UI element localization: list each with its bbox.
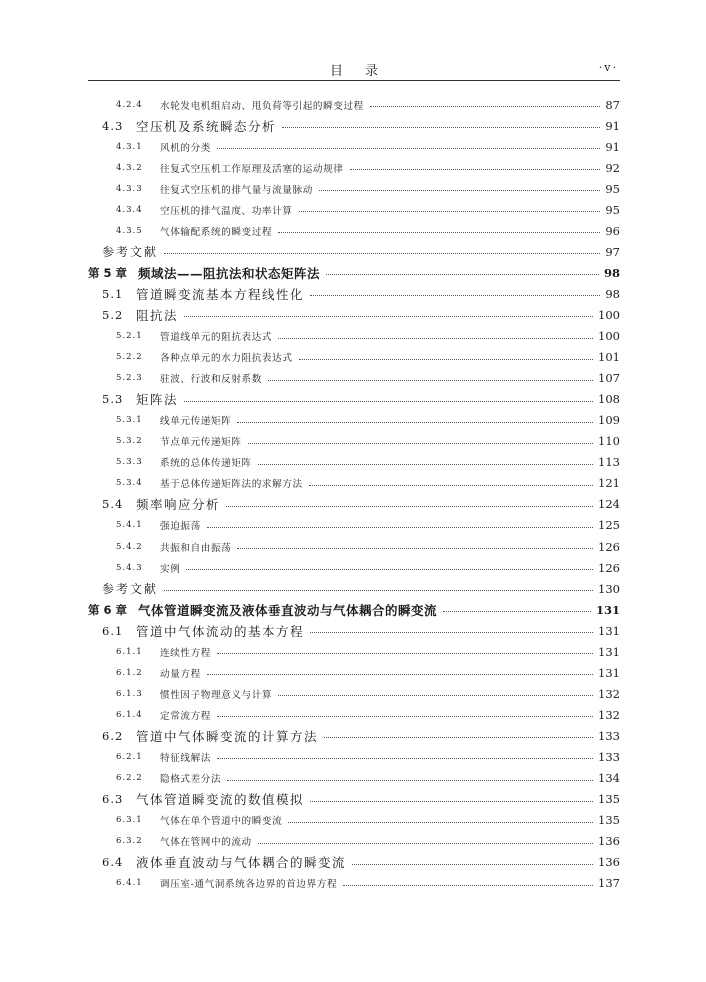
toc-entry-ref[interactable] [88,241,620,262]
toc-entry-title: 参考文献 [102,245,159,260]
toc-entry-title: 频率响应分析 [136,497,221,513]
toc-entry-number: 5.4 [102,497,124,512]
toc-entry-title: 空压机的排气温度、功率计算 [160,205,293,217]
page-header [88,56,620,81]
toc-entry-page: 133 [598,749,620,764]
toc-leader-dots [309,485,593,486]
toc-leader-dots [343,885,593,886]
toc-entry-page: 126 [598,539,620,554]
toc-entry-number: 4.3.5 [116,225,143,236]
toc-entry-number: 6.4 [102,855,124,870]
toc-entry-sub[interactable] [88,452,620,473]
toc-leader-dots [207,527,593,528]
toc-leader-dots [237,548,593,549]
toc-leader-dots [310,632,593,633]
toc-entry-sub[interactable] [88,641,620,662]
toc-entry-title: 气体在管网中的流动 [160,837,252,849]
toc-entry-title: 矩阵法 [136,392,179,408]
toc-entry-chapter[interactable] [88,599,620,620]
toc-entry-page: 101 [598,350,620,365]
toc-entry-number: 6.2 [102,728,124,743]
toc-entry-sub[interactable] [88,810,620,831]
toc-entry-title: 气体管道瞬变流及液体垂直波动与气体耦合的瞬变流 [138,602,438,618]
toc-entry-title: 动量方程 [160,668,201,680]
toc-entry-number: 5.3.1 [116,415,143,426]
toc-leader-dots [227,780,593,781]
toc-entry-title: 调压室-通气洞系统各边界的首边界方程 [160,879,338,891]
toc-entry-title: 管道中气体瞬变流的计算方法 [136,728,319,744]
toc-leader-dots [310,801,593,802]
toc-leader-dots [350,169,601,170]
header-page-marker: ·v· [598,61,618,74]
toc-entry-page: 108 [598,392,620,407]
toc-entry-title: 气体输配系统的瞬变过程 [160,226,273,238]
toc-entry-title: 气体管道瞬变流的数值模拟 [136,792,305,808]
toc-entry-number: 5.3.2 [116,436,143,447]
toc-entry-page: 110 [598,434,620,449]
toc-leader-dots [186,569,593,570]
toc-entry-number: 第 6 章 [88,602,128,617]
toc-entry-sub[interactable] [88,873,620,894]
toc-entry-page: 113 [598,455,620,470]
toc-entry-page: 95 [605,181,620,196]
toc-entry-section[interactable] [88,852,620,873]
toc-entry-number: 5.4.3 [116,562,143,573]
toc-entry-sub[interactable] [88,178,620,199]
toc-entry-sub[interactable] [88,410,620,431]
toc-entry-sub[interactable] [88,136,620,157]
toc-leader-dots [184,401,593,402]
toc-leader-dots [299,211,601,212]
toc-entry-ref[interactable] [88,578,620,599]
toc-entry-section[interactable] [88,115,620,136]
toc-entry-number: 5.3 [102,392,124,407]
table-of-contents [88,94,620,894]
toc-entry-number: 5.4.1 [116,520,143,531]
toc-entry-number: 6.1.4 [116,709,143,720]
toc-entry-title: 系统的总体传递矩阵 [160,458,252,470]
toc-entry-number: 6.1.3 [116,688,143,699]
toc-leader-dots [319,190,600,191]
toc-entry-section[interactable] [88,789,620,810]
toc-entry-page: 131 [598,623,620,638]
toc-leader-dots [299,359,594,360]
toc-leader-dots [217,716,593,717]
toc-entry-number: 6.4.1 [116,878,143,889]
toc-entry-page: 92 [605,160,620,175]
toc-entry-number: 4.3.1 [116,141,143,152]
toc-entry-title: 特征线解法 [160,752,211,764]
toc-entry-page: 91 [605,139,620,154]
toc-leader-dots [217,758,593,759]
toc-entry-page: 130 [598,581,620,596]
toc-entry-number: 6.3.1 [116,815,143,826]
toc-entry-page: 125 [598,518,620,533]
toc-entry-page: 124 [598,497,620,512]
toc-entry-sub[interactable] [88,662,620,683]
toc-entry-number: 5.1 [102,286,124,301]
toc-entry-number: 6.3 [102,792,124,807]
toc-entry-sub[interactable] [88,326,620,347]
toc-leader-dots [278,695,593,696]
toc-leader-dots [288,822,593,823]
toc-entry-page: 107 [598,371,620,386]
toc-entry-page: 87 [605,97,620,112]
toc-leader-dots [282,127,600,128]
toc-leader-dots [217,653,593,654]
toc-entry-section[interactable] [88,283,620,304]
toc-entry-sub[interactable] [88,557,620,578]
toc-entry-number: 4.3 [102,118,124,133]
toc-entry-number: 6.3.2 [116,836,143,847]
toc-entry-sub[interactable] [88,683,620,704]
toc-entry-page: 109 [598,413,620,428]
toc-entry-page: 126 [598,560,620,575]
toc-leader-dots [248,443,593,444]
toc-entry-section[interactable] [88,620,620,641]
toc-leader-dots [258,464,593,465]
toc-entry-title: 空压机及系统瞬态分析 [136,118,277,134]
toc-entry-page: 100 [598,329,620,344]
toc-entry-page: 133 [598,728,620,743]
toc-entry-number: 4.3.4 [116,204,143,215]
toc-entry-number: 6.1.2 [116,667,143,678]
header-title: 目录 [329,64,400,79]
toc-leader-dots [184,316,593,317]
toc-leader-dots [207,674,593,675]
toc-entry-sub[interactable] [88,768,620,789]
toc-entry-title: 管道线单元的阻抗表达式 [160,332,273,344]
toc-leader-dots [278,338,593,339]
toc-leader-dots [164,253,600,254]
toc-entry-page: 91 [605,118,620,133]
toc-entry-page: 131 [598,665,620,680]
toc-entry-page: 136 [598,855,620,870]
toc-entry-page: 134 [598,771,620,786]
toc-entry-number: 第 5 章 [88,265,128,280]
toc-entry-sub[interactable] [88,431,620,452]
toc-entry-title: 连续性方程 [160,647,211,659]
toc-entry-number: 5.2.3 [116,373,143,384]
toc-leader-dots [258,843,593,844]
toc-entry-title: 各种点单元的水力阻抗表达式 [160,353,293,365]
toc-entry-sub[interactable] [88,347,620,368]
toc-entry-title: 隐格式差分法 [160,774,222,786]
toc-entry-number: 6.1 [102,623,124,638]
toc-entry-number: 5.2 [102,307,124,322]
toc-entry-number: 4.3.3 [116,183,143,194]
toc-entry-section[interactable] [88,725,620,746]
toc-entry-title: 节点单元传递矩阵 [160,437,242,449]
toc-entry-page: 135 [598,792,620,807]
toc-entry-number: 4.3.2 [116,162,143,173]
toc-entry-section[interactable] [88,389,620,410]
toc-leader-dots [226,506,593,507]
toc-entry-title: 往复式空压机工作原理及活塞的运动规律 [160,163,344,175]
toc-entry-title: 风机的分类 [160,142,211,154]
toc-entry-page: 137 [598,876,620,891]
toc-entry-title: 定常流方程 [160,710,211,722]
toc-leader-dots [370,106,600,107]
toc-entry-number: 6.1.1 [116,646,143,657]
toc-leader-dots [310,295,600,296]
toc-entry-number: 5.4.2 [116,541,143,552]
toc-entry-sub[interactable] [88,94,620,115]
toc-entry-number: 6.2.1 [116,751,143,762]
toc-leader-dots [352,864,593,865]
toc-entry-sub[interactable] [88,473,620,494]
toc-entry-title: 频域法——阻抗法和状态矩阵法 [138,265,321,281]
toc-entry-sub[interactable] [88,746,620,767]
toc-entry-page: 132 [598,686,620,701]
toc-entry-sub[interactable] [88,199,620,220]
toc-entry-page: 97 [605,244,620,259]
toc-entry-title: 惯性因子物理意义与计算 [160,689,273,701]
toc-entry-page: 136 [598,834,620,849]
toc-entry-title: 参考文献 [102,582,159,597]
toc-leader-dots [217,148,600,149]
toc-leader-dots [326,274,599,275]
toc-entry-title: 气体在单个管道中的瞬变流 [160,816,283,828]
toc-entry-title: 强迫振荡 [160,521,201,533]
toc-entry-number: 5.3.3 [116,457,143,468]
toc-entry-page: 95 [605,202,620,217]
toc-entry-title: 阻抗法 [136,307,179,323]
toc-entry-number: 6.2.2 [116,773,143,784]
toc-entry-title: 共振和自由振荡 [160,542,232,554]
toc-entry-number: 5.2.2 [116,352,143,363]
toc-entry-sub[interactable] [88,536,620,557]
toc-leader-dots [237,422,593,423]
toc-entry-title: 管道瞬变流基本方程线性化 [136,286,305,302]
toc-entry-sub[interactable] [88,515,620,536]
toc-entry-sub[interactable] [88,704,620,725]
toc-leader-dots [164,590,593,591]
toc-entry-page: 96 [605,223,620,238]
toc-entry-sub[interactable] [88,220,620,241]
toc-entry-section[interactable] [88,304,620,325]
toc-entry-section[interactable] [88,494,620,515]
toc-entry-page: 121 [598,476,620,491]
toc-entry-page: 98 [605,286,620,301]
toc-entry-page: 131 [595,602,620,617]
toc-entry-page: 135 [598,813,620,828]
toc-entry-page: 131 [598,644,620,659]
toc-leader-dots [268,380,593,381]
toc-entry-title: 线单元传递矩阵 [160,416,232,428]
toc-leader-dots [443,611,591,612]
toc-entry-sub[interactable] [88,368,620,389]
toc-entry-title: 管道中气体流动的基本方程 [136,623,305,639]
toc-entry-number: 5.2.1 [116,331,143,342]
toc-entry-title: 驻波、行波和反射系数 [160,374,262,386]
toc-entry-title: 液体垂直波动与气体耦合的瞬变流 [136,855,347,871]
toc-entry-chapter[interactable] [88,262,620,283]
toc-entry-sub[interactable] [88,157,620,178]
toc-entry-sub[interactable] [88,831,620,852]
toc-leader-dots [278,232,600,233]
toc-entry-title: 水轮发电机组启动、甩负荷等引起的瞬变过程 [160,100,364,112]
toc-leader-dots [324,737,593,738]
toc-entry-page: 100 [598,307,620,322]
toc-entry-title: 往复式空压机的排气量与流量脉动 [160,184,313,196]
toc-entry-page: 132 [598,707,620,722]
toc-entry-page: 98 [603,265,620,280]
toc-entry-number: 5.3.4 [116,478,143,489]
toc-entry-title: 基于总体传递矩阵法的求解方法 [160,479,303,491]
toc-entry-title: 实例 [160,563,181,575]
toc-entry-number: 4.2.4 [116,99,143,110]
